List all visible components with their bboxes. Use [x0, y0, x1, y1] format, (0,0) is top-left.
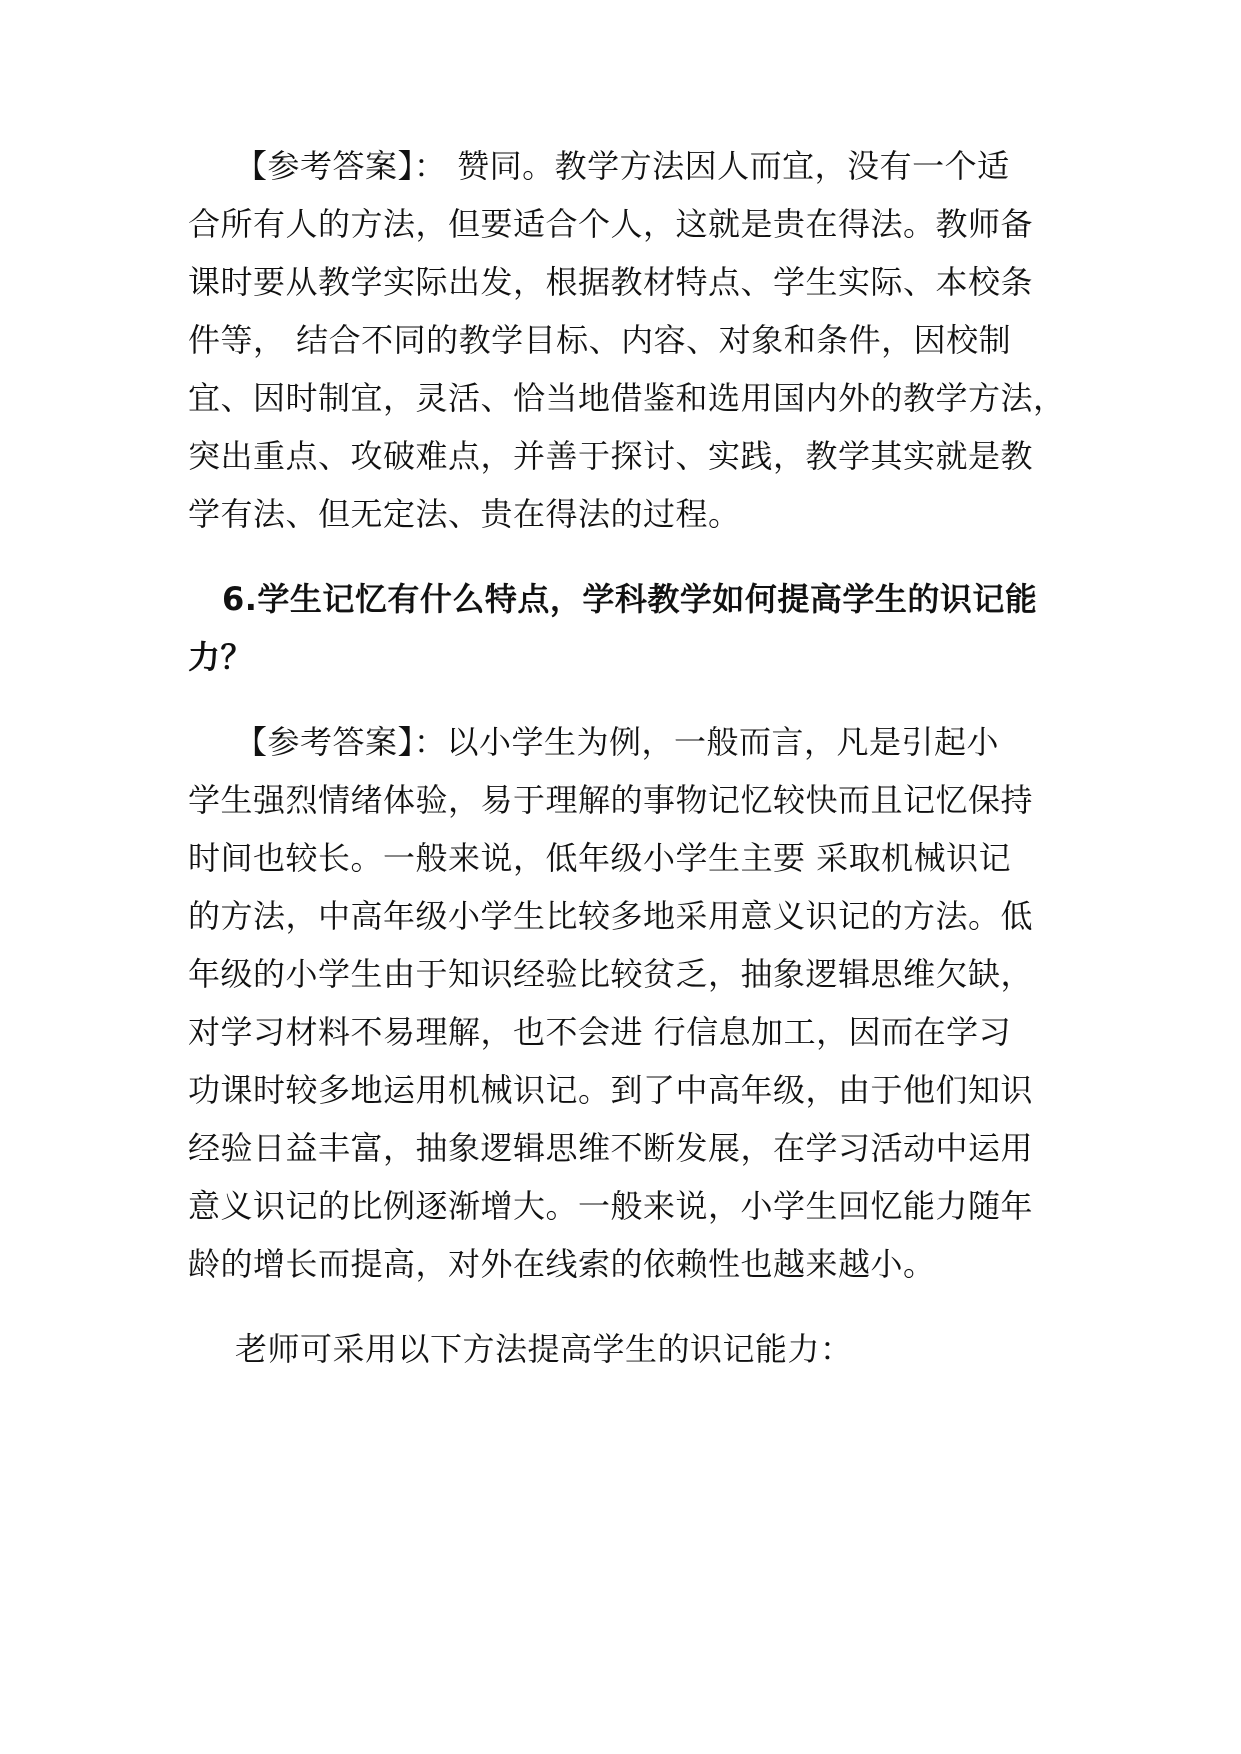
answer-1-line-2: 合所有人的方法，但要适合个人，这就是贵在得法。教师备: [188, 205, 1034, 243]
answer-2-line-8: 经验日益丰富，抽象逻辑思维不断发展，在学习活动中运用: [188, 1129, 1034, 1167]
answer-1-line-1: 【参考答案】： 赞同。教学方法因人而宜，没有一个适: [235, 147, 1010, 185]
answer-1-line-3: 课时要从教学实际出发，根据教材特点、学生实际、本校条: [188, 263, 1034, 301]
answer-2-line-5: 年级的小学生由于知识经验比较贫乏，抽象逻辑思维欠缺，: [188, 955, 1034, 993]
answer-2-line-10: 龄的增长而提高，对外在线索的依赖性也越来越小。: [188, 1245, 936, 1283]
answer-1-line-5: 宜、因时制宜，灵活、恰当地借鉴和选用国内外的教学方法，: [188, 379, 1066, 417]
answer-1-line-4: 件等， 结合不同的教学目标、内容、对象和条件，因校制: [188, 321, 1012, 359]
methods-intro-line: 老师可采用以下方法提高学生的识记能力：: [235, 1330, 853, 1368]
answer-1-line-6: 突出重点、攻破难点，并善于探讨、实践，教学其实就是教: [188, 437, 1034, 475]
answer-1-line-7: 学有法、但无定法、贵在得法的过程。: [188, 495, 741, 533]
answer-2-line-6: 对学习材料不易理解，也不会进 行信息加工，因而在学习: [188, 1013, 1012, 1051]
answer-2-line-3: 时间也较长。一般来说，低年级小学生主要 采取机械识记: [188, 839, 1012, 877]
answer-2-line-4: 的方法，中高年级小学生比较多地采用意义识记的方法。低: [188, 897, 1034, 935]
question-6-line-2: 力？: [188, 638, 254, 676]
answer-2-line-1: 【参考答案】：以小学生为例，一般而言，凡是引起小: [235, 723, 1000, 761]
answer-2-line-9: 意义识记的比例逐渐增大。一般来说，小学生回忆能力随年: [188, 1187, 1034, 1225]
answer-2-line-2: 学生强烈情绪体验，易于理解的事物记忆较快而且记忆保持: [188, 781, 1034, 819]
answer-2-line-7: 功课时较多地运用机械识记。到了中高年级，由于他们知识: [188, 1071, 1034, 1109]
question-6-line-1: 6.学生记忆有什么特点，学科教学如何提高学生的识记能: [222, 580, 1038, 618]
